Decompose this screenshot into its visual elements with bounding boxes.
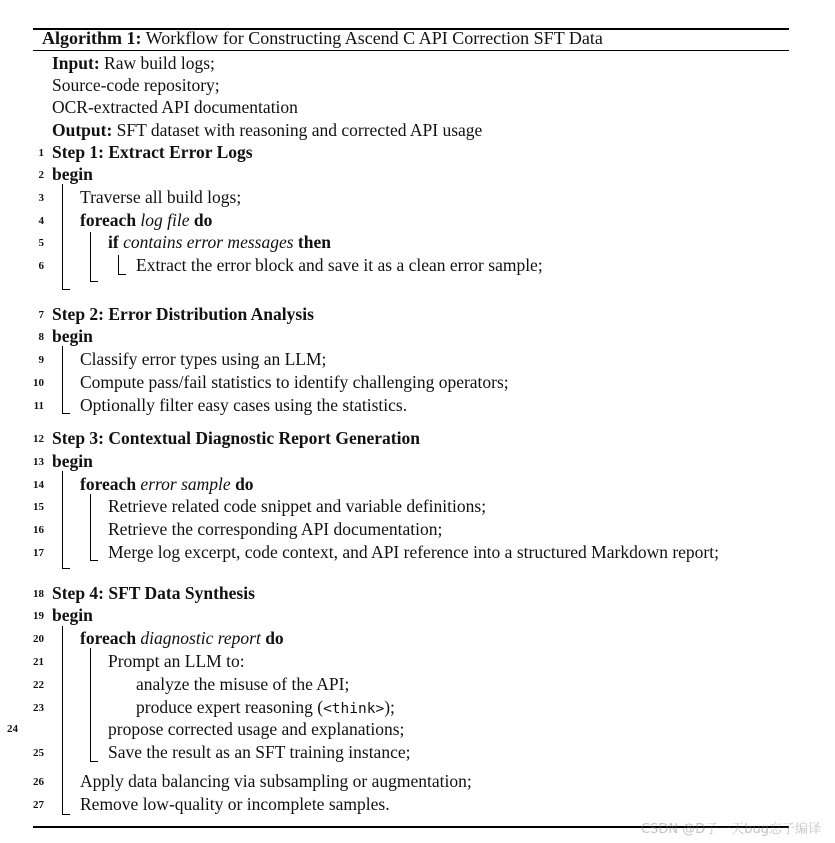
block-end — [62, 814, 70, 815]
algorithm-line: Save the result as an SFT training instance; — [108, 742, 411, 762]
line-number: 1 — [38, 147, 44, 159]
think-tag: <think> — [323, 701, 385, 717]
input-line — [52, 96, 298, 118]
line-number: 21 — [33, 656, 44, 668]
line-number: 9 — [38, 354, 44, 366]
block-bar — [90, 648, 91, 762]
foreach-line — [80, 627, 284, 649]
block-end — [62, 568, 70, 569]
begin-keyword: begin — [52, 451, 93, 471]
block-end — [118, 274, 126, 275]
line-number: 10 — [33, 377, 44, 389]
line-number: 11 — [33, 400, 44, 412]
block-end — [90, 761, 98, 762]
input-item: OCR-extracted API documentation — [52, 97, 298, 117]
loop-variable: error sample — [140, 474, 231, 494]
block-bar — [62, 184, 63, 290]
if-line — [108, 231, 331, 253]
foreach-line — [80, 209, 212, 231]
line-number: 20 — [33, 633, 44, 645]
line-number: 26 — [33, 776, 44, 788]
algorithm-line: propose corrected usage and explanations; — [108, 719, 405, 739]
algorithm-line: Retrieve related code snippet and variable definitions; — [108, 496, 487, 516]
block-bar — [62, 346, 63, 414]
block-end — [90, 281, 98, 282]
line-number: 16 — [33, 524, 44, 536]
then-keyword: then — [297, 232, 331, 252]
input-item: Raw build logs; — [104, 53, 215, 73]
input-item: Source-code repository; — [52, 75, 220, 95]
line-number: 25 — [33, 747, 44, 759]
algorithm-title: Workflow for Constructing Ascend C API Correction SFT Data — [145, 28, 603, 48]
foreach-line — [80, 473, 254, 495]
algorithm-line — [136, 696, 395, 720]
block-bar — [90, 494, 91, 561]
begin-keyword: begin — [52, 326, 93, 346]
block-end — [90, 560, 98, 561]
line-number: 2 — [38, 169, 44, 181]
foreach-keyword: foreach — [80, 474, 137, 494]
block-bar — [90, 232, 91, 282]
line-number: 18 — [33, 588, 44, 600]
line-number: 6 — [38, 260, 44, 272]
block-end — [62, 413, 70, 414]
condition: contains error messages — [123, 232, 294, 252]
block-bar — [62, 471, 63, 569]
block-bar — [62, 626, 63, 815]
line-text: produce expert reasoning ( — [136, 697, 324, 717]
algorithm-label: Algorithm 1: — [42, 28, 142, 48]
step-heading: Step 3: Contextual Diagnostic Report Generation — [52, 428, 420, 448]
line-number: 19 — [33, 610, 44, 622]
line-text: ); — [384, 697, 395, 717]
line-number: 7 — [38, 309, 44, 321]
algorithm-line: Prompt an LLM to: — [108, 651, 245, 671]
line-number: 12 — [33, 433, 44, 445]
step-heading: Step 4: SFT Data Synthesis — [52, 583, 255, 603]
algorithm-line: Extract the error block and save it as a clean error sample; — [136, 255, 543, 275]
begin-keyword: begin — [52, 164, 93, 184]
line-number: 5 — [38, 237, 44, 249]
line-number: 27 — [33, 799, 44, 811]
algorithm-line: Merge log excerpt, code context, and API reference into a structured Markdown report; — [108, 542, 719, 562]
line-number: 24 — [7, 723, 18, 735]
loop-variable: log file — [140, 210, 190, 230]
algorithm-line: Remove low-quality or incomplete samples. — [80, 794, 390, 814]
watermark: CSDN @D子一天bug忘子编译 — [641, 822, 821, 837]
title-rule — [33, 50, 789, 51]
block-end — [62, 289, 70, 290]
input-line — [52, 74, 220, 96]
line-number: 4 — [38, 215, 44, 227]
begin-keyword: begin — [52, 605, 93, 625]
if-keyword: if — [108, 232, 119, 252]
line-number: 17 — [33, 547, 44, 559]
line-number: 22 — [33, 679, 44, 691]
step-heading: Step 1: Extract Error Logs — [52, 142, 253, 162]
algorithm-line: analyze the misuse of the API; — [136, 674, 350, 694]
loop-variable: diagnostic report — [140, 628, 261, 648]
algorithm-line: Traverse all build logs; — [80, 187, 242, 207]
algorithm-caption — [42, 27, 603, 49]
do-keyword: do — [235, 474, 254, 494]
algorithm-line: Compute pass/fail statistics to identify challenging operators; — [80, 372, 509, 392]
do-keyword: do — [265, 628, 284, 648]
block-bar — [118, 255, 119, 275]
algorithm-line: Apply data balancing via subsampling or augmentation; — [80, 771, 472, 791]
foreach-keyword: foreach — [80, 210, 137, 230]
algorithm-line: Optionally filter easy cases using the statistics. — [80, 395, 408, 415]
line-number: 23 — [33, 702, 44, 714]
foreach-keyword: foreach — [80, 628, 137, 648]
do-keyword: do — [193, 210, 213, 230]
line-number: 8 — [38, 331, 44, 343]
line-number: 14 — [33, 479, 44, 491]
algorithm-line: Classify error types using an LLM; — [80, 349, 327, 369]
output-line — [52, 119, 482, 141]
input-label: Input: — [52, 53, 100, 73]
line-number: 13 — [33, 456, 44, 468]
line-number: 15 — [33, 501, 44, 513]
output-label: Output: — [52, 120, 113, 140]
algorithm-line: Retrieve the corresponding API documentation; — [108, 519, 443, 539]
output-text: SFT dataset with reasoning and corrected API usage — [116, 120, 483, 140]
input-line — [52, 52, 215, 74]
step-heading: Step 2: Error Distribution Analysis — [52, 304, 314, 324]
line-number: 3 — [38, 192, 44, 204]
